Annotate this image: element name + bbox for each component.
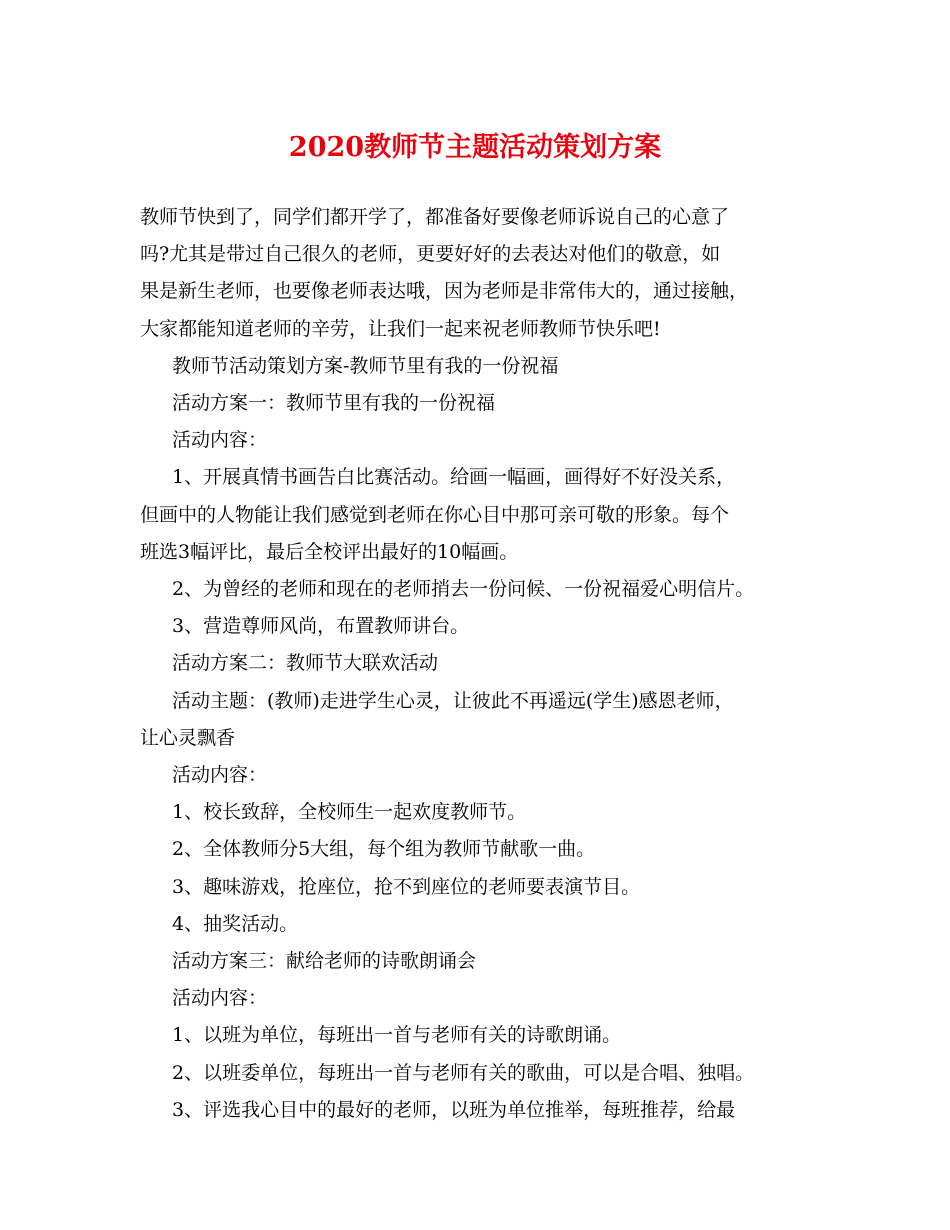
text-line: 让心灵飘香	[140, 726, 236, 749]
text-line: 教师节活动策划方案-教师节里有我的一份祝福	[172, 354, 559, 377]
text-line: 班选3幅评比，最后全校评出最好的10幅画。	[140, 540, 519, 563]
text-line: 1、校长致辞，全校师生一起欢度教师节。	[172, 801, 527, 824]
text-line: 果是新生老师，也要像老师表达哦，因为老师是非常伟大的，通过接触，	[140, 280, 749, 303]
text-line: 大家都能知道老师的辛劳，让我们一起来祝老师教师节快乐吧!	[140, 317, 661, 340]
text-line: 但画中的人物能让我们感觉到老师在你心目中那可亲可敬的形象。每个	[140, 503, 730, 526]
document-body	[140, 199, 820, 1129]
text-line: 活动内容：	[172, 429, 268, 452]
text-line: 2、以班委单位，每班出一首与老师有关的歌曲，可以是合唱、独唱。	[172, 1061, 755, 1084]
text-line: 活动方案一：教师节里有我的一份祝福	[172, 392, 496, 415]
text-line: 2、为曾经的老师和现在的老师捎去一份问候、一份祝福爱心明信片。	[172, 578, 755, 601]
text-line: 1、开展真情书画告白比赛活动。给画一幅画，画得好不好没关系，	[172, 466, 736, 489]
text-line: 3、营造尊师风尚，布置教师讲台。	[172, 615, 470, 638]
text-line: 活动内容：	[172, 987, 268, 1010]
text-line: 2、全体教师分5大组，每个组为教师节献歌一曲。	[172, 838, 596, 861]
text-line: 1、以班为单位，每班出一首与老师有关的诗歌朗诵。	[172, 1024, 622, 1047]
text-line: 3、趣味游戏，抢座位，抢不到座位的老师要表演节目。	[172, 875, 641, 898]
text-line: 活动内容：	[172, 764, 268, 787]
text-line: 教师节快到了，同学们都开学了，都准备好要像老师诉说自己的心意了	[140, 206, 730, 228]
text-line: 活动方案三：献给老师的诗歌朗诵会	[172, 950, 477, 973]
text-line: 3、评选我心目中的最好的老师，以班为单位推举，每班推荐，给最	[172, 1098, 736, 1121]
text-line: 活动主题：(教师)走进学生心灵，让彼此不再遥远(学生)感恩老师，	[172, 689, 734, 712]
document-title: 2020教师节主题活动策划方案	[288, 132, 662, 163]
text-line: 活动方案二：教师节大联欢活动	[172, 652, 439, 675]
text-line: 4、抽奖活动。	[172, 912, 299, 935]
text-line: 吗?尤其是带过自己很久的老师，更要好好的去表达对他们的敬意，如	[140, 243, 721, 266]
